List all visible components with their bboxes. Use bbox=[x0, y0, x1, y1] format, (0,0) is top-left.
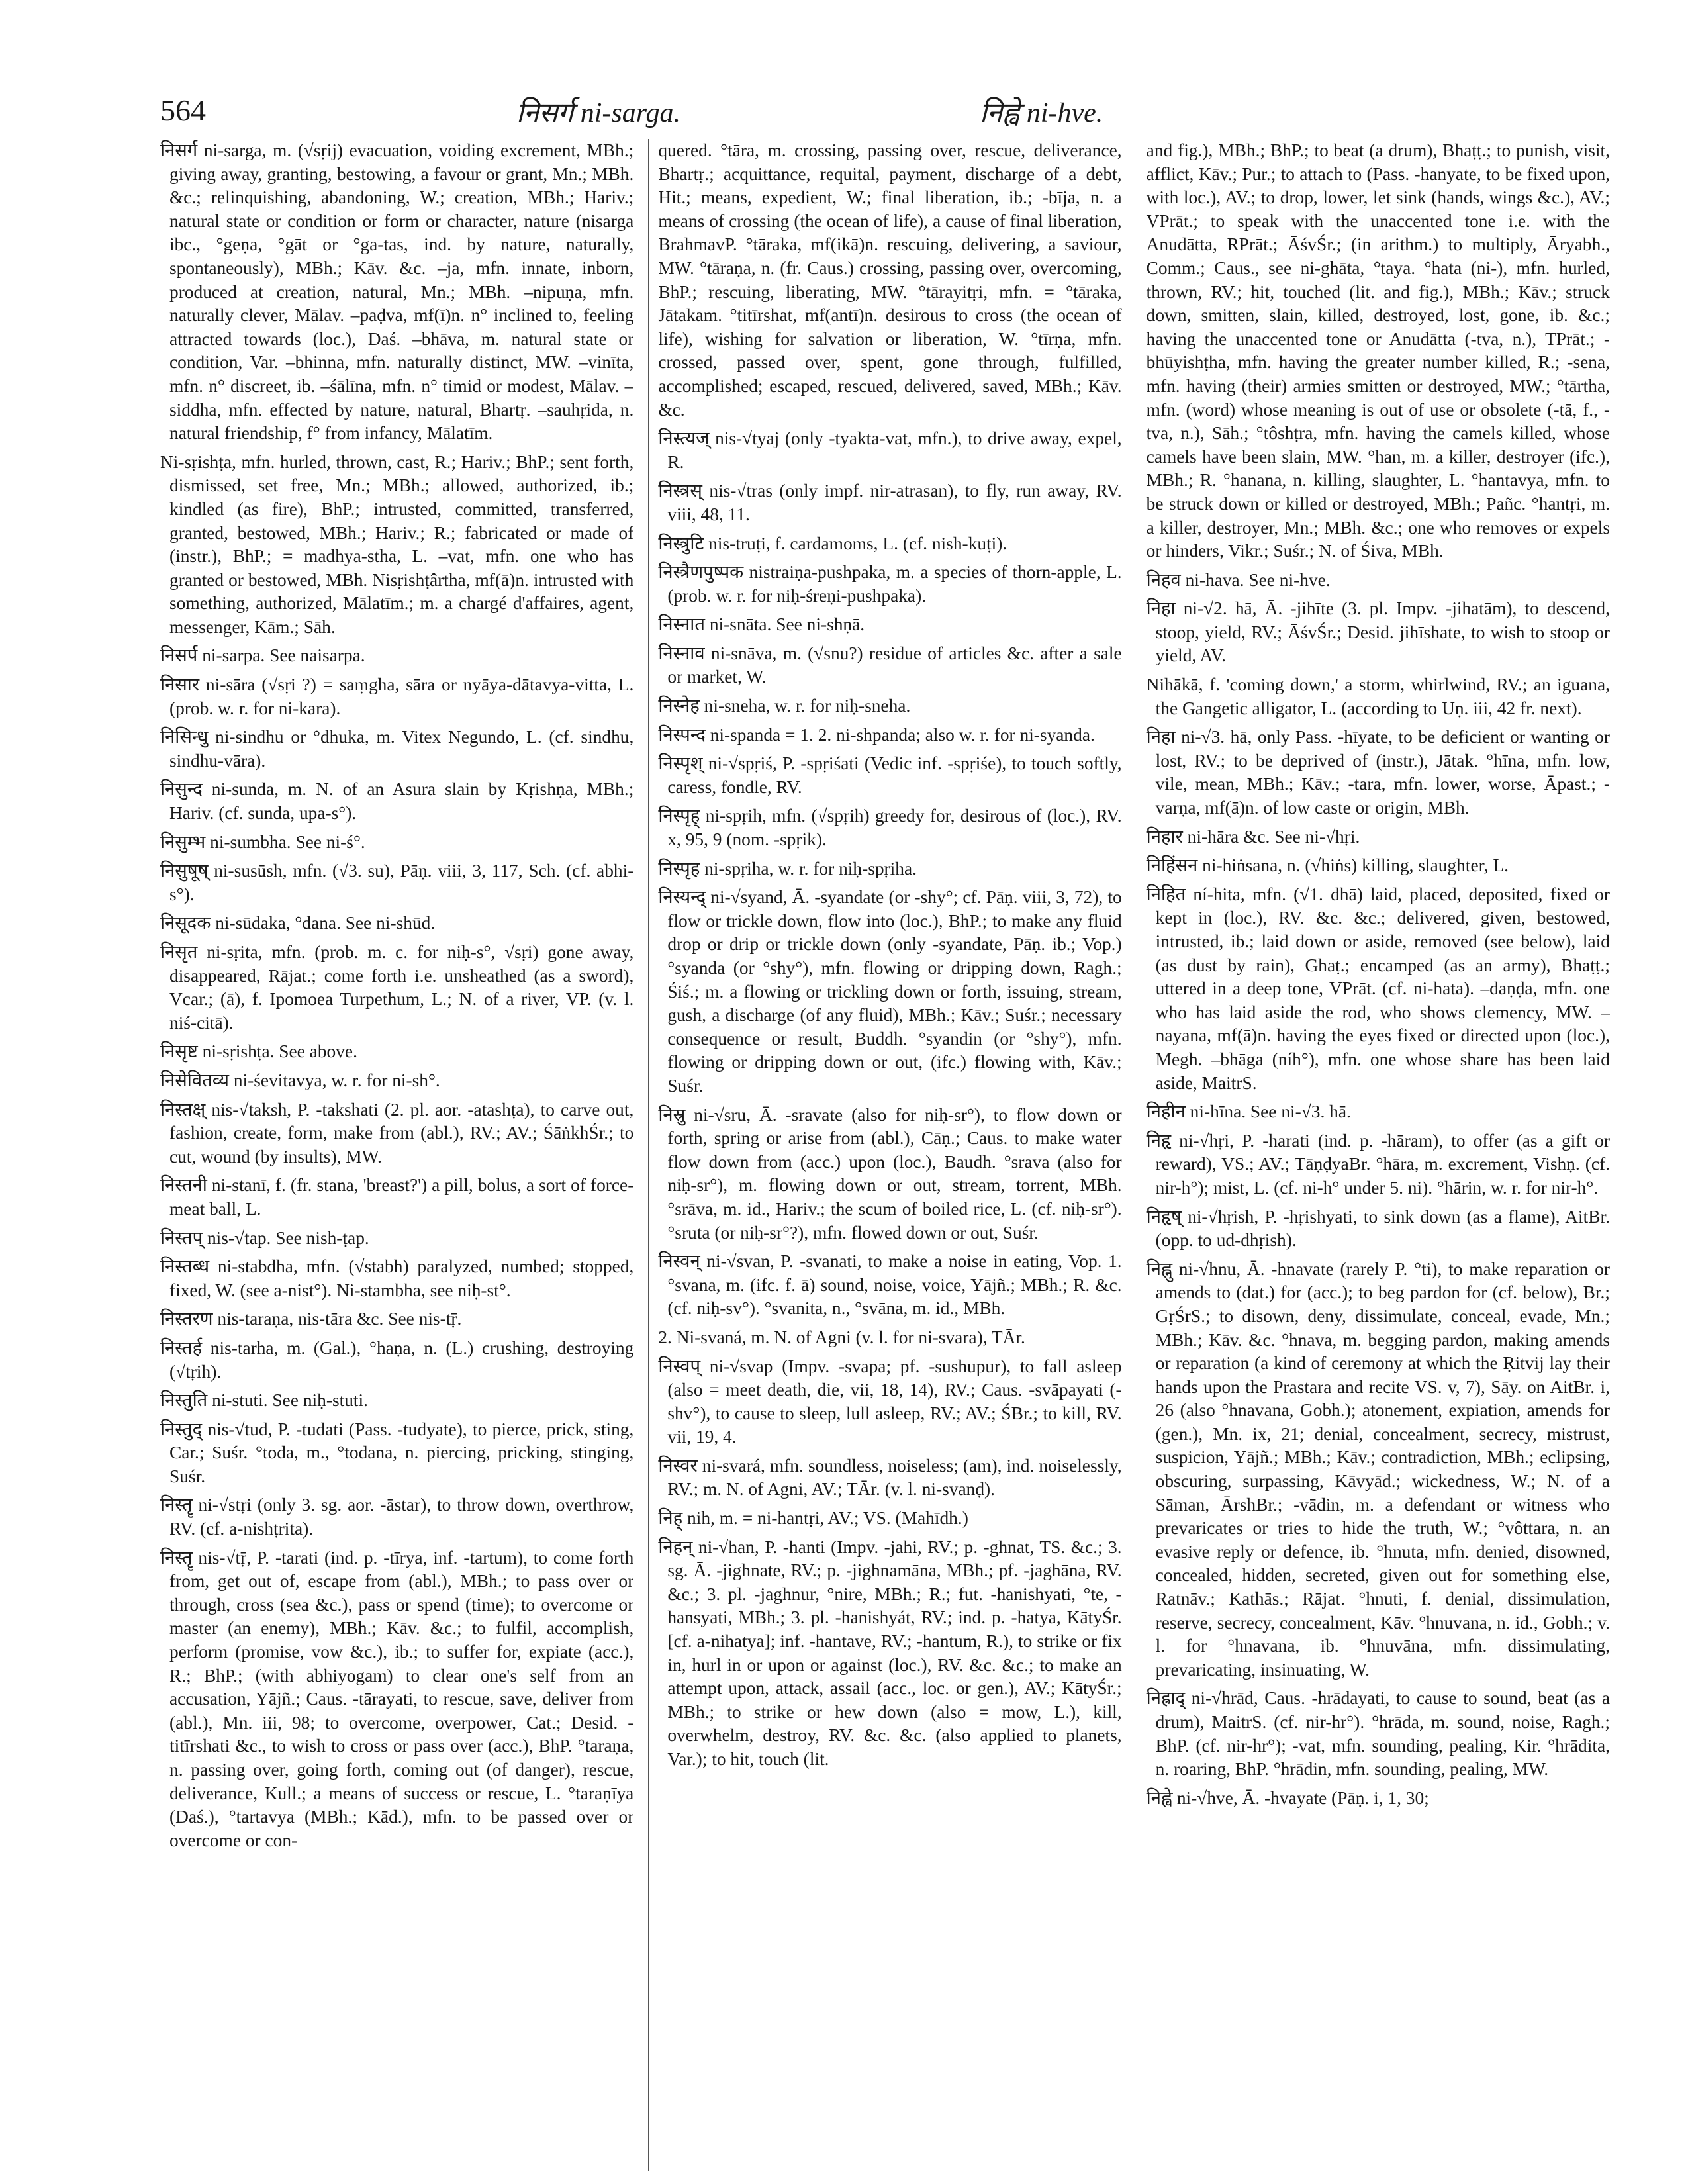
dictionary-entry: निसुम्भ ni-sumbha. See ni-ś°. bbox=[160, 831, 365, 852]
dictionary-entry: निहृष् ni-√hṛish, P. -hṛishyati, to sink down (as a flame), AitBr. (opp. to ud-dhṛish). bbox=[1146, 1206, 1610, 1251]
dictionary-entry: निस्तर्ह nis-tarha, m. (Gal.), °haṇa, n. (L.) crushing, destroying (√tṛih). bbox=[160, 1337, 634, 1382]
dictionary-entry: निसृष्ट ni-sṛishṭa. See above. bbox=[160, 1041, 357, 1062]
dictionary-entry: 2. Ni-svaná, m. N. of Agni (v. l. for ni-svara), TĀr. bbox=[658, 1327, 1025, 1347]
dictionary-entry: निस्तरण nis-taraṇa, nis-tāra &c. See nis-tṝ. bbox=[160, 1309, 462, 1329]
dictionary-entry: निस्त्यज् nis-√tyaj (only -tyakta-vat, mfn.), to drive away, expel, R. bbox=[658, 428, 1122, 472]
dictionary-entry: निस्तप् nis-√tap. See nish-ṭap. bbox=[160, 1227, 369, 1248]
dictionary-entry: निसुषूष् ni-susūsh, mfn. (√3. su), Pāṇ. viii, 3, 117, Sch. (cf. abhi-s°). bbox=[160, 861, 634, 904]
dictionary-entry: quered. °tāra, m. crossing, passing over, rescue, deliverance, Bhartṛ.; acquittance, requital, payment, discharge of a debt, Hit.; means, expedient, W.; final liberation, ib.; -bīja, n. a means of crossing (the ocean of life), a cause of final liberation, BrahmavP. °tāraka, mf(ikā)n. rescuing, delivering, a saviour, MW. °tāraṇa, n. (fr. Caus.) crossing, passing over, overcoming, BhP.; rescuing, liberating, MW. °tārayitṛi, mfn. = °tāraka, Jātakam. °titīrshat, mf(antī)n. desirous to cross (the ocean of life), wishing for salvation or liberation, W. °tīrṇa, mfn. crossed, passed over, spent, gone through, fulfilled, accomplished; escaped, rescued, delivered, saved, MBh.; Kāv. &c. bbox=[658, 140, 1122, 420]
dictionary-entry: and fig.), MBh.; BhP.; to beat (a drum), Bhaṭṭ.; to punish, visit, afflict, Kāv.; Pur.; to attach to (Pass. -hanyate, to be fixed upon, with loc.), AV.; to drop, lower, let sink (hands, wings &c.), AV.; VPrāt.; to speak with the unaccented tone i.e. with the Anudātta, RPrāt.; ĀśvŚr.; (in arithm.) to multiply, Āryabh., Comm.; Caus., see ni-ghāta, °taya. °hata (ni-), mfn. hurled, thrown, RV.; hit, touched (lit. and fig.), MBh.; Kāv.; struck down, smitten, slain, killed, destroyed, lost, gone, ib. &c.; having the unaccented tone or Anudātta (-tva, n.), TPrāt.; -bhūyishṭha, mfn. having the greater number killed, R.; -sena, mfn. having (their) armies smitten or destroyed, MW.; °tārtha, mfn. (word) whose meaning is out of use or obsolete (-tā, f., -tva, n.), Sāh.; °tôshṭra, mfn. having the camels killed, whose camels have been slain, MW. °han, m. a killer, destroyer (ifc.), MBh.; R. °hanana, n. killing, slaughter, L. °hantavya, mfn. to be struck down or killed or destroyed, MBh.; Pañc. °hantṛi, m. a killer, destroyer, Mn.; MBh. &c.; one who removes or expels or hinders, Vikr.; Suśr.; N. of Śiva, MBh. bbox=[1146, 140, 1610, 561]
right-headword: निह्वे ni-hve. bbox=[980, 98, 1103, 128]
dictionary-entry: निस्पृश् ni-√spṛiś, P. -spṛiśati (Vedic inf. -spṛiśe), to touch softly, caress, fondle, RV. bbox=[658, 753, 1122, 797]
dictionary-entry: निस्वन् ni-√svan, P. -svanati, to make a noise in eating, Vop. 1. °svana, m. (ifc. f. ā) sound, noise, voice, Yājñ.; MBh.; R. &c. (cf. niḥ-sv°). °svanita, n., °svāna, m. id., MBh. bbox=[658, 1251, 1122, 1319]
dictionary-entry: निहिंसन ni-hiṅsana, n. (√hiṅs) killing, slaughter, L. bbox=[1146, 855, 1509, 876]
dictionary-entry: निस्तब्ध ni-stabdha, mfn. (√stabh) paralyzed, numbed; stopped, fixed, W. (see a-nist°). Ni-stambha, see niḥ-st°. bbox=[160, 1257, 634, 1300]
dictionary-entry: निह् nih, m. = ni-hantṛi, AV.; VS. (Mahīdh.) bbox=[658, 1508, 968, 1529]
dictionary-entry: निहव ni-hava. See ni-hve. bbox=[1146, 569, 1331, 590]
dictionary-entry: निस्तॄ nis-√tṝ, P. -tarati (ind. p. -tīrya, inf. -tartum), to come forth from, get out of, escape from (abl.), MBh.; to pass over or through, cross (sea &c.), pass or spend (time); to overcome or master (an enemy), MBh.; Kāv. &c.; to fulfil, accomplish, perform (promise, vow &c.), ib.; to suffer for, expiate (acc.), R.; BhP.; (with abhiyogam) to clear one's self from an accusation, Yājñ.; Caus. -tārayati, to rescue, save, deliver from (abl.), Mn. iii, 98; to overcome, overpower, Cat.; Desid. -titīrshati &c., to wish to cross or pass over (acc.), BhP. °taraṇa, n. passing over, going forth, coming out (of danger), rescue, deliverance, Kull.; a means of success or rescue, L. °taraṇīya (Daś.), °tartavya (MBh.; Kād.), mfn. to be passed over or overcome or con- bbox=[160, 1547, 634, 1850]
dictionary-entry: निस्त्रुटि nis-truṭi, f. cardamoms, L. (cf. nish-kuṭi). bbox=[658, 533, 1007, 553]
dictionary-entry: निस्वप् ni-√svap (Impv. -svapa; pf. -sushupur), to fall asleep (also = meet death, die, vii, 18, 14), RV.; Caus. -svāpayati (-shv°), to cause to sleep, lull asleep, RV.; AV.; ŚBr.; to kill, RV. vii, 19, 4. bbox=[658, 1356, 1122, 1447]
dictionary-entry: निसर्ग ni-sarga, m. (√sṛij) evacuation, voiding excrement, MBh.; giving away, granting, bestowing, a favour or grant, Mn.; MBh. &c.; relinquishing, abandoning, W.; creation, MBh.; Hariv.; natural state or condition or form or character, nature (nisarga ibc., °geṇa, °gāt or °ga-tas, ind. by nature, naturally, spontaneously), MBh.; Kāv. &c. –ja, mfn. innate, inborn, produced at creation, natural, Mn.; MBh. –nipuṇa, mfn. naturally clever, Mālav. –paḍva, mf(ī)n. n° inclined to, feeling attracted towards (loc.), Daś. –bhāva, m. natural state or condition, Var. –bhinna, mfn. naturally distinct, MW. –vinīta, mfn. n° discreet, ib. –śālīna, mfn. n° timid or modest, Mālav. –siddha, mfn. effected by nature, natural, Bhartṛ. –sauhṛida, n. natural friendship, f° from infancy, Mālatīm. bbox=[160, 140, 634, 444]
dictionary-entry: निह्वे ni-√hve, Ā. -hvayate (Pāṇ. i, 1, 30; bbox=[1146, 1787, 1429, 1808]
page-header bbox=[160, 93, 1610, 132]
dictionary-entry: निसूदक ni-sūdaka, °dana. See ni-shūd. bbox=[160, 913, 436, 933]
dictionary-entry: निहृ ni-√hṛi, P. -harati (ind. p. -hāram), to offer (as a gift or reward), VS.; AV.; TāṇḍyaBr. °hāra, m. excrement, Vishṇ. (cf. nir-h°); mist, L. (cf. ni-h° under 5. ni). °hārin, w. r. for nir-h°. bbox=[1146, 1130, 1610, 1198]
dictionary-entry: निसिन्धु ni-sindhu or °dhuka, m. Vitex Negundo, L. (cf. sindhu, sindhu-vāra). bbox=[160, 727, 634, 771]
dictionary-entry: निहीन ni-hīna. See ni-√3. hā. bbox=[1146, 1102, 1351, 1122]
dictionary-entry: निह्नु ni-√hnu, Ā. -hnavate (rarely P. °ti), to make reparation or amends to (dat.) for (acc.); to beg pardon for (cf. below), Br.; GṛŚrS.; to disown, deny, dissimulate, conceal, evade, Mn.; MBh.; Kāv. &c. °hnava, m. begging pardon, making amends or reparation (a kind of ceremony at which the Ṛitvij lay their hands upon the Prastara and recite VS. v, 7), Sāy. on AitBr. i, 26 (also °hnavana, Gobh.); atonement, expiation, amends for (gen.), Mn. ix, 21; denial, concealment, secrecy, mistrust, suspicion, Yājñ.; MBh.; Kāv.; contradiction, MBh.; eclipsing, obscuring, surpassing, Kāvyād.; wickedness, W.; N. of a Sāman, ĀrshBr.; -vādin, m. a defendant or witness who prevaricates or tries to hide the truth, W.; °vôttara, n. an evasive reply or defence, ib. °hnuta, mfn. denied, disowned, concealed, hidden, secreted, given out for something else, Ratnāv.; Kathās.; Rājat. °hnuti, f. denial, dissimulation, reserve, secrecy, concealment, Kāv. °hnuvana, n. id., Gobh.; v. l. for °hnavana, ib. °hnuvāna, mfn. dissimulating, prevaricating, insinuating, W. bbox=[1146, 1258, 1610, 1680]
dictionary-entry: निस्पृह ni-spṛiha, w. r. for niḥ-spṛiha. bbox=[658, 858, 917, 878]
dictionary-entry: Nihākā, f. 'coming down,' a storm, whirlwind, RV.; an iguana, the Gangetic alligator, L. (according to Uṇ. iii, 42 fr. next). bbox=[1146, 675, 1610, 718]
column-2 bbox=[648, 139, 1121, 2171]
dictionary-entry: निस्यन्द् ni-√syand, Ā. -syandate (or -shy°; cf. Pāṇ. viii, 3, 72), to flow or trickle down, flow into (loc.), BhP.; to make any fluid drop or drip or trickle down (only -syandate, Pāṇ. ib.; Vop.) °syanda (or °shy°), mfn. flowing or dripping down, Ragh.; Śiś.; m. a flowing or trickling down or forth, issuing, stream, gush, a discharge (of any fluid), MBh.; Kāv.; Suśr.; necessary consequence or result, Buddh. °syandin (or °shy°), mfn. flowing or dripping down or out, (ifc.) flowing with, Kāv.; Suśr. bbox=[658, 887, 1122, 1096]
dictionary-entry: निहित ní-hita, mfn. (√1. dhā) laid, placed, deposited, fixed or kept in (loc.), RV. &c. &c.; delivered, given, bestowed, intrusted, ib.; laid down or aside, removed (see below), laid (as dust by rain), Ghaṭ.; encamped (as an army), Bhaṭṭ.; uttered in a deep tone, VPrāt. (cf. ni-hata). –daṇḍa, mfn. one who has laid aside the rod, who shows clemency, MW. –nayana, mf(ā)n. having the eyes fixed or directed upon (loc.), Megh. –bhāga (níh°), mfn. one whose share has been laid aside, MaitrS. bbox=[1146, 884, 1610, 1093]
dictionary-entry: निहार ni-hāra &c. See ni-√hṛi. bbox=[1146, 826, 1360, 847]
dictionary-entry: निस्नात ni-snāta. See ni-shṇā. bbox=[658, 614, 865, 635]
dictionary-entry: निस्तनी ni-stanī, f. (fr. stana, 'breast?') a pill, bolus, a sort of force-meat ball, L. bbox=[160, 1175, 634, 1219]
dictionary-entry: निह्राद् ni-√hrād, Caus. -hrādayati, to cause to sound, beat (as a drum), MaitrS. (cf. nir-hr°). °hrāda, m. sound, noise, Ragh.; BhP. (cf. nir-hr°); -vat, mfn. sounding, pealing, Kir. °hrādita, n. roaring, BhP. °hrādin, mfn. sounding, pealing, MW. bbox=[1146, 1688, 1610, 1780]
left-headword: निसर्ग ni-sarga. bbox=[516, 98, 681, 128]
dictionary-entry: निहन् ni-√han, P. -hanti (Impv. -jahi, RV.; p. -ghnat, TS. &c.; 3. sg. Ā. -jighnate, RV.; p. -jighnamāna, MBh.; pf. -jaghāna, RV. &c.; 3. pl. -jaghnur, °nire, MBh.; R.; fut. -hanishyati, °te, -hansyati, MBh.; 3. pl. -hanishyát, RV.; ind. p. -hatya, KātyŚr. [cf. a-nihatya]; inf. -hantave, RV.; -hantum, R.), to strike or fix in, hurl in or upon or against (loc.), RV. &c. &c.; to make an attempt upon, attack, assail (acc., loc. or gen.), AV.; KātyŚr.; MBh.; to strike or hew down (also = mow, L.), kill, overwhelm, destroy, RV. &c. &c. (also applied to planets, Var.); to hit, touch (lit. bbox=[658, 1537, 1122, 1769]
dictionary-entry: निस्पन्द ni-spanda = 1. 2. ni-shpanda; also w. r. for ni-syanda. bbox=[658, 724, 1095, 745]
dictionary-entry: निसर्प ni-sarpa. See naisarpa. bbox=[160, 645, 365, 666]
dictionary-entry: निस्तुद् nis-√tud, P. -tudati (Pass. -tudyate), to pierce, prick, sting, Car.; Suśr. °toda, m., °todana, n. piercing, pricking, stinging, Suśr. bbox=[160, 1419, 634, 1486]
dictionary-entry: निस्पृह् ni-spṛih, mfn. (√spṛih) greedy for, desirous of (loc.), RV. x, 95, 9 (nom. -spṛik). bbox=[658, 806, 1122, 850]
dictionary-entry: निस्त्रैणपुष्पक nistraiṇa-pushpaka, m. a species of thorn-apple, L. (prob. w. r. for niḥ-śreṇi-pushpaka). bbox=[658, 562, 1122, 606]
dictionary-entry: निसुन्द ni-sunda, m. N. of an Asura slain by Kṛishṇa, MBh.; Hariv. (cf. sunda, upa-s°). bbox=[160, 779, 634, 824]
dictionary-columns bbox=[160, 139, 1610, 2171]
dictionary-entry: निसृत ni-sṛita, mfn. (prob. m. c. for niḥ-s°, √sṛi) gone away, disappeared, Rājat.; come forth i.e. unsheathed (as a sword), Vcar.; (ā), f. Ipomoea Turpethum, L.; N. of a river, VP. (v. l. niś-citā). bbox=[160, 942, 634, 1033]
dictionary-entry: Ni-sṛishṭa, mfn. hurled, thrown, cast, R.; Hariv.; BhP.; sent forth, dismissed, set free, Mn.; MBh.; allowed, authorized, ib.; kindled (as fire), BhP.; intrusted, committed, transferred, granted, bestowed, MBh.; Hariv.; R.; fabricated or made of (instr.), BhP.; = madhya-stha, L. –vat, mfn. one who has granted or bestowed, MBh. Nisṛishṭârtha, mf(ā)n. intrusted with something, authorized, Mālatīm.; m. a chargé d'affaires, agent, messenger, Kām.; Sāh. bbox=[160, 451, 634, 637]
dictionary-entry: निस्नाव ni-snāva, m. (√snu?) residue of articles &c. after a sale or market, W. bbox=[658, 643, 1122, 687]
dictionary-entry: निसेवितव्य ni-śevitavya, w. r. for ni-sh°. bbox=[160, 1070, 440, 1090]
page-number: 564 bbox=[160, 93, 206, 127]
dictionary-entry: निस्वर ni-svará, mfn. soundless, noiseless; (am), ind. noiselessly, RV.; m. N. of Agni, AV.; TĀr. (v. l. ni-svanḍ). bbox=[658, 1455, 1122, 1499]
dictionary-entry: निस्तक्ष् nis-√taksh, P. -takshati (2. pl. aor. -atashṭa), to carve out, fashion, create, form, make from (abl.), RV.; AV.; ŚāṅkhŚr.; to cut, wound (by insults), MW. bbox=[160, 1099, 634, 1166]
dictionary-entry: निस्त्रस् nis-√tras (only impf. nir-atrasan), to fly, run away, RV. viii, 48, 11. bbox=[658, 481, 1122, 524]
dictionary-entry: निस्तुति ni-stuti. See niḥ-stuti. bbox=[160, 1390, 368, 1411]
dictionary-entry: निस्रु ni-√sru, Ā. -sravate (also for niḥ-sr°), to flow down or forth, spring or arise from (abl.), Cāṇ.; Caus. to make water flow down from (acc.) upon (loc.), Baudh. °srava (also for niḥ-sr°), m. flowing down or out, stream, torrent, MBh. °srāva, m. id., Hariv.; the scum of boiled rice, L. (cf. niḥ-sr°). °sruta (or niḥ-sr°?), mfn. flowed down or out, Suśr. bbox=[658, 1104, 1122, 1243]
dictionary-entry: निसार ni-sāra (√sṛi ?) = saṃgha, sāra or nyāya-dātavya-vitta, L. (prob. w. r. for ni-kara). bbox=[160, 675, 634, 718]
column-1 bbox=[160, 139, 633, 2171]
dictionary-entry: निहा ni-√3. hā, only Pass. -hīyate, to be deficient or wanting or lost, RV.; to be deprived of (instr.), Jātak. °hīna, mfn. low, vile, mean, MBh.; Kāv.; -tara, mfn. lower, worse, Āpast.; -varṇa, mf(ā)n. of low caste or origin, MBh. bbox=[1146, 727, 1610, 818]
dictionary-entry: निहा ni-√2. hā, Ā. -jihīte (3. pl. Impv. -jihatām), to descend, stoop, yield, RV.; ĀśvŚr.; Desid. jihīshate, to wish to stoop or yield, AV. bbox=[1146, 598, 1610, 666]
dictionary-entry: निस्नेह ni-sneha, w. r. for niḥ-sneha. bbox=[658, 696, 911, 716]
dictionary-entry: निस्तॄ ni-√stṛi (only 3. sg. aor. -āstar), to throw down, overthrow, RV. (cf. a-nishṭrita). bbox=[160, 1495, 634, 1539]
column-3 bbox=[1137, 139, 1610, 2171]
